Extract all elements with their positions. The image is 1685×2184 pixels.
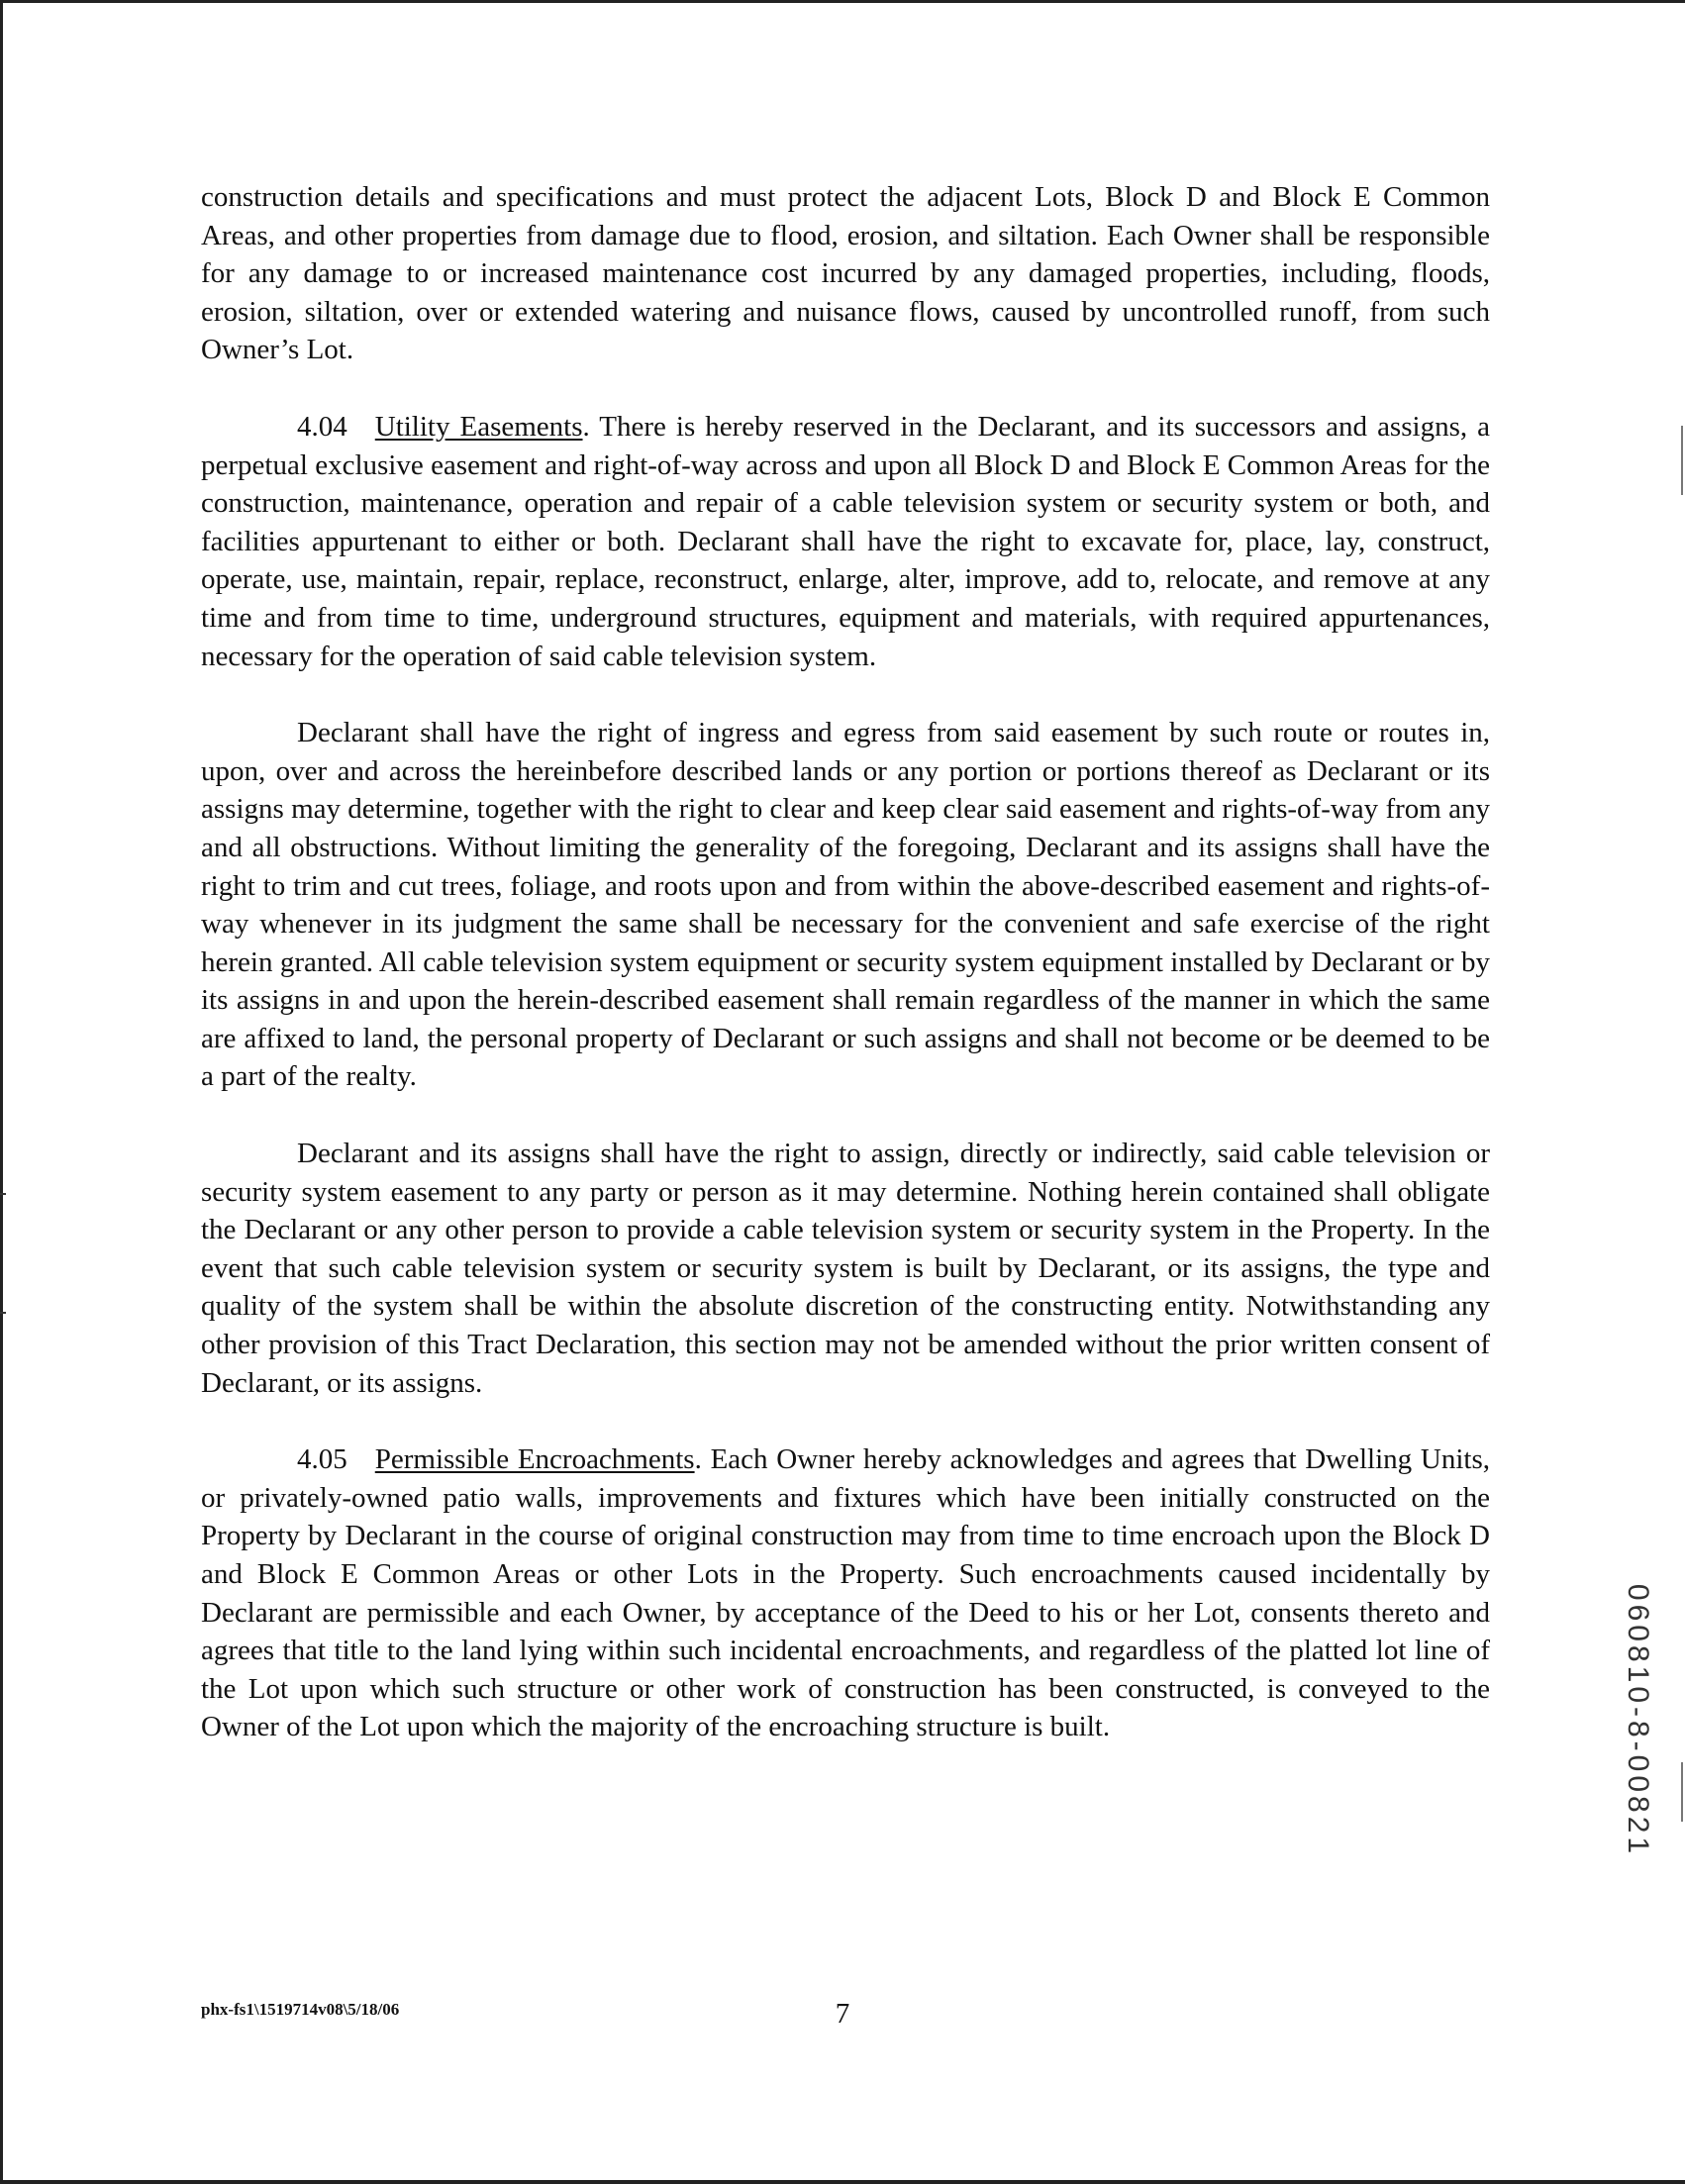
scan-edge-mark — [1681, 1762, 1683, 1822]
margin-stamp-text: 060810-8-00821 — [1622, 1583, 1654, 1858]
section-text: . Each Owner hereby acknowledges and agrees that Dwelling Units, or privately-owned patio walls, improvements and fixtures which have been initially constructed on the Property by Declarant in the course of original construction may from time to time encroach upon the Block D and Block E Common Areas or other Lots in the Property. Such encroachments caused incidentally by Declarant are permissible and each Owner, by acceptance of the Deed to his or her Lot, consents thereto and agrees that title to the land lying within such incidental encroachments, and regardless of the platted lot line of the Lot upon which such structure or other work of construction has been constructed, is conveyed to the Owner of the Lot upon which the majority of the encroaching structure is built. — [201, 1443, 1491, 1743]
paragraph-assignment: Declarant and its assigns shall have the right to assign, directly or indirectly, said cable television or security system easement to any party or person as it may determine. Nothing herein contained shall obligate the Declarant or any other person to provide a cable television system or security system in the Property. In the event that such cable television system or security system is built by Declarant, or its assigns, the type and quality of the system shall be within the absolute discretion of the constructing entity. Notwithstanding any other provision of this Tract Declaration, this section may not be amended without the prior written consent of Declarant, or its assigns. — [201, 1138, 1490, 1399]
section-number: 4.05 — [297, 1443, 347, 1476]
section-4-04-utility-easements — [201, 408, 1490, 675]
scan-border-top — [0, 0, 1685, 3]
document-body — [201, 178, 1490, 1746]
section-title: Permissible Encroachments — [374, 1443, 695, 1476]
page-number: 7 — [835, 1998, 850, 2030]
paragraph-ingress-egress: Declarant shall have the right of ingress and egress from said easement by such route or routes in, upon, over and across the hereinbefore described lands or any portion or portions thereof as Declarant or its assigns may determine, together with the right to clear and keep clear said easement and rights-of-way from any and all obstructions. Without limiting the generality of the foregoing, Declarant and its assigns shall have the right to trim and cut trees, foliage, and roots upon and from within the above-described easement and rights-of-way whenever in its judgment the same shall be necessary for the convenient and safe exercise of the right herein granted. All cable television system equipment or security system equipment installed by Declarant or by its assigns in and upon the herein-described easement shall remain regardless of the manner in which the same are affixed to land, the personal property of Declarant or such assigns and shall not become or be deemed to be a part of the realty. — [201, 717, 1490, 1093]
scan-edge-mark — [0, 1312, 6, 1314]
section-number: 4.04 — [297, 410, 347, 443]
scan-edge-mark — [1681, 426, 1683, 495]
footer-document-id: phx-fs1\1519714v08\5/18/06 — [201, 2000, 400, 2019]
section-text: . There is hereby reserved in the Declarant, and its successors and assigns, a perpetual exclusive easement and right-of-way across and upon all Block D and Block E Common Areas for the construction, maintenance, operation and repair of a cable television system or security system or both, and facilities appurtenant to either or both. Declarant shall have the right to excavate for, place, lay, construct, operate, use, maintain, repair, replace, reconstruct, enlarge, alter, improve, add to, relocate, and remove at any time and from time to time, underground structures, equipment and materials, with required appurtenances, necessary for the operation of said cable television system. — [201, 410, 1490, 672]
section-4-05-permissible-encroachments — [201, 1440, 1490, 1746]
paragraph-continuation: construction details and specifications and must protect the adjacent Lots, Block D and Block E Common Areas, and other properties from damage due to flood, erosion, and siltation. Each Owner shall be responsible for any damage to or increased maintenance cost incurred by any damaged properties, including, floods, erosion, siltation, over or extended watering and nuisance flows, caused by uncontrolled runoff, from such Owner’s Lot. — [201, 181, 1490, 366]
section-title: Utility Easements — [374, 410, 583, 443]
scan-edge-mark — [0, 1193, 6, 1195]
margin-recording-stamp — [1618, 1572, 1657, 1869]
scan-border-bottom — [0, 2180, 1685, 2184]
scan-border-left — [0, 0, 3, 2184]
